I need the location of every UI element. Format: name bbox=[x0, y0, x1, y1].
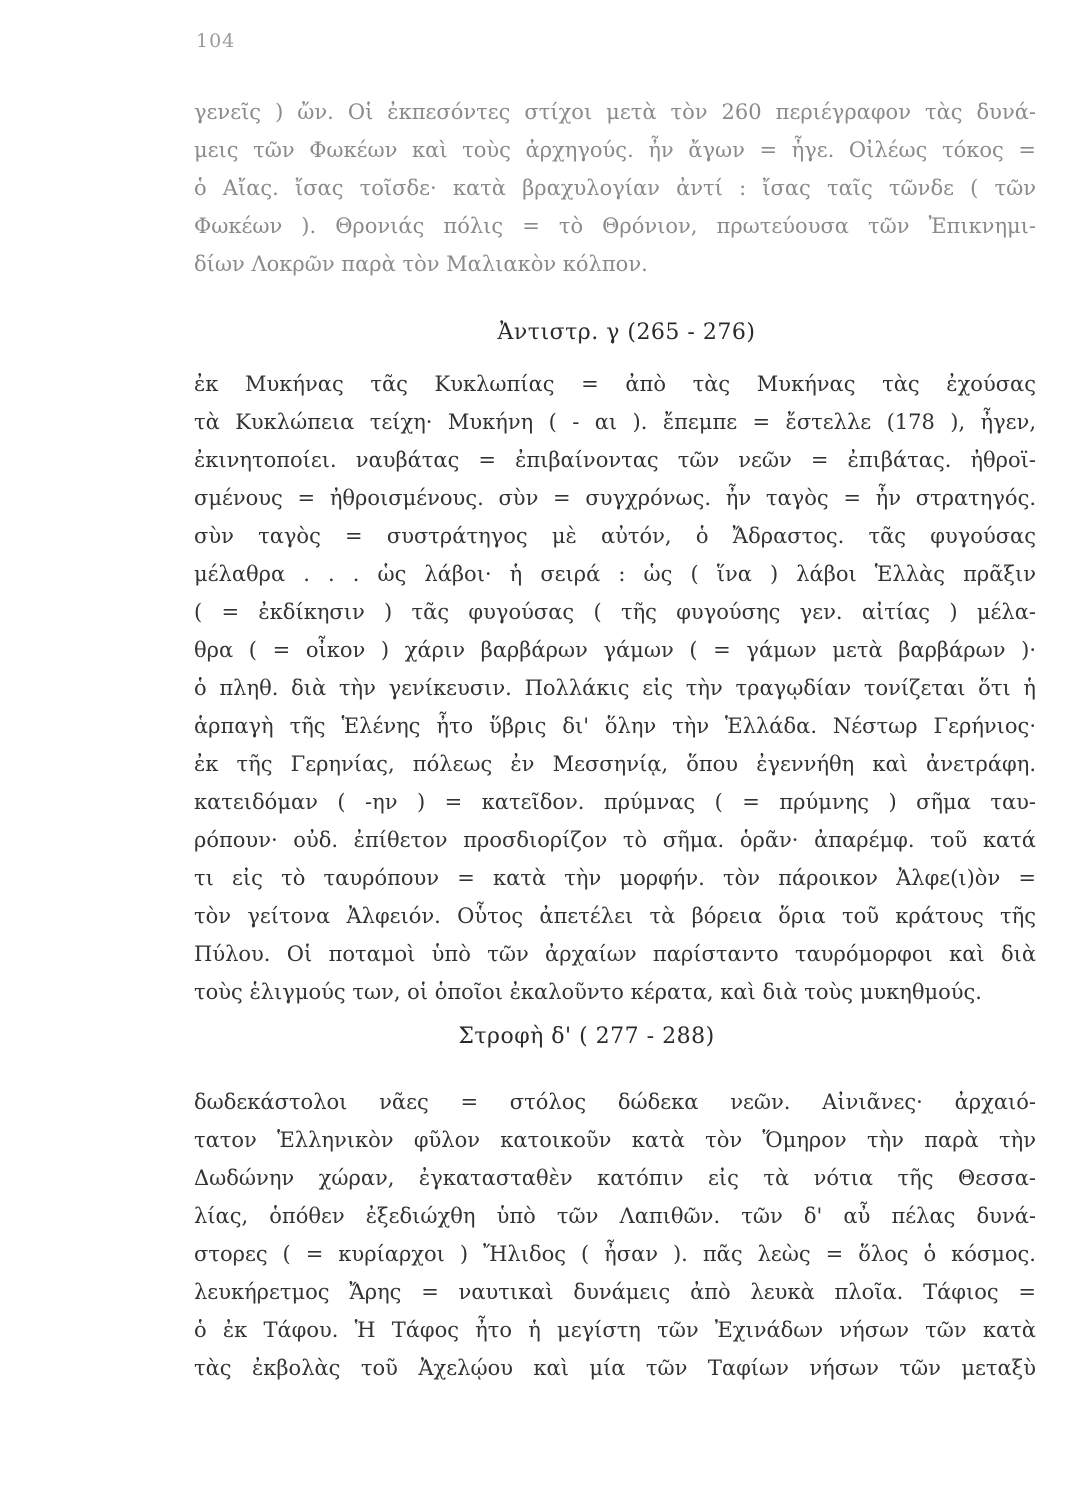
commentary-section-2 bbox=[194, 365, 1036, 1011]
section-heading-strophe: Στροφὴ δ' ( 277 - 288) bbox=[458, 1024, 715, 1049]
text-line: σὺν ταγὸς = συστράτηγος μὲ αὐτόν, ὁ Ἄδραστος. τᾶς φυγούσας bbox=[194, 524, 1036, 548]
text-line: Δωδώνην χώραν, ἐγκατασταθὲν κατόπιν εἰς τὰ νότια τῆς Θεσσα- bbox=[194, 1166, 1036, 1190]
text-line: ἐκινητοποίει. ναυβάτας = ἐπιβαίνοντας τῶν νεῶν = ἐπιβάτας. ἠθροϊ- bbox=[194, 448, 1036, 472]
text-line: τι εἰς τὸ ταυρόπουν = κατὰ τὴν μορφήν. τὸν πάροικον Ἀλφε(ι)ὸν = bbox=[194, 866, 1036, 890]
text-line: δωδεκάστολοι νᾶες = στόλος δώδεκα νεῶν. Αἰνιᾶνες· ἀρχαιό- bbox=[194, 1090, 1036, 1114]
text-line: τὸν γείτονα Ἀλφειόν. Οὗτος ἀπετέλει τὰ βόρεια ὅρια τοῦ κράτους τῆς bbox=[194, 904, 1036, 928]
text-line: ρόπουν· οὐδ. ἐπίθετον προσδιορίζον τὸ σῆμα. ὁρᾶν· ἀπαρέμφ. τοῦ κατά bbox=[194, 828, 1036, 852]
text-line: Πύλου. Οἱ ποταμοὶ ὑπὸ τῶν ἀρχαίων παρίσταντο ταυρόμορφοι καὶ διὰ bbox=[194, 942, 1036, 966]
text-line: θρα ( = οἶκον ) χάριν βαρβάρων γάμων ( = γάμων μετὰ βαρβάρων )· bbox=[194, 638, 1036, 662]
text-line: ἐκ Μυκήνας τᾶς Κυκλωπίας = ἀπὸ τὰς Μυκήνας τὰς ἐχούσας bbox=[194, 372, 1036, 396]
commentary-section-1 bbox=[194, 93, 1036, 283]
commentary-section-3 bbox=[194, 1083, 1036, 1387]
text-line: τοὺς ἑλιγμούς των, οἱ ὁποῖοι ἐκαλοῦντο κέρατα, καὶ διὰ τοὺς μυκηθμούς. bbox=[194, 980, 982, 1004]
text-line: στορες ( = κυρίαρχοι ) Ἤλιδος ( ἦσαν ). πᾶς λεὼς = ὅλος ὁ κόσμος. bbox=[194, 1242, 1036, 1266]
text-line: σμένους = ἠθροισμένους. σὺν = συγχρόνως. ἦν ταγὸς = ἦν στρατηγός. bbox=[194, 486, 1036, 510]
text-line: Φωκέων ). Θρονιάς πόλις = τὸ Θρόνιον, πρωτεύουσα τῶν Ἐπικνημι- bbox=[194, 214, 1036, 238]
text-line: λευκήρετμος Ἄρης = ναυτικαὶ δυνάμεις ἀπὸ λευκὰ πλοῖα. Τάφιος = bbox=[194, 1280, 1036, 1304]
text-line: τὰ Κυκλώπεια τείχη· Μυκήνη ( - αι ). ἔπεμπε = ἔστελλε (178 ), ἦγεν, bbox=[194, 410, 1036, 434]
section-heading-antistrophe: Ἀντιστρ. γ (265 - 276) bbox=[497, 320, 756, 345]
text-line: τατον Ἑλληνικὸν φῦλον κατοικοῦν κατὰ τὸν Ὅμηρον τὴν παρὰ τὴν bbox=[194, 1128, 1036, 1152]
text-line: ὁ Αἴας. ἴσας τοῖσδε· κατὰ βραχυλογίαν ἀντί : ἴσας ταῖς τῶνδε ( τῶν bbox=[194, 176, 1036, 200]
page-number: 104 bbox=[196, 30, 236, 52]
text-line: ὁ πληθ. διὰ τὴν γενίκευσιν. Πολλάκις εἰς τὴν τραγῳδίαν τονίζεται ὅτι ἡ bbox=[194, 676, 1036, 700]
text-line: μεις τῶν Φωκέων καὶ τοὺς ἀρχηγούς. ἦν ἄγων = ἦγε. Οἰλέως τόκος = bbox=[194, 138, 1036, 162]
text-line: μέλαθρα . . . ὡς λάβοι· ἡ σειρά : ὡς ( ἵνα ) λάβοι Ἑλλὰς πρᾶξιν bbox=[194, 562, 1036, 586]
text-line: γενεῖς ) ὤν. Οἱ ἐκπεσόντες στίχοι μετὰ τὸν 260 περιέγραφον τὰς δυνά- bbox=[194, 100, 1036, 124]
text-line: ἐκ τῆς Γερηνίας, πόλεως ἐν Μεσσηνίᾳ, ὅπου ἐγεννήθη καὶ ἀνετράφη. bbox=[194, 752, 1036, 776]
text-line: τὰς ἐκβολὰς τοῦ Ἀχελῴου καὶ μία τῶν Ταφίων νήσων τῶν μεταξὺ bbox=[194, 1356, 1036, 1380]
text-line: ἁρπαγὴ τῆς Ἑλένης ἦτο ὕβρις δι' ὅλην τὴν Ἑλλάδα. Νέστωρ Γερήνιος· bbox=[194, 714, 1036, 738]
text-line: δίων Λοκρῶν παρὰ τὸν Μαλιακὸν κόλπον. bbox=[194, 252, 648, 276]
text-line: κατειδόμαν ( -ην ) = κατεῖδον. πρύμνας ( = πρύμνης ) σῆμα ταυ- bbox=[194, 790, 1036, 814]
text-line: ( = ἐκδίκησιν ) τᾶς φυγούσας ( τῆς φυγούσης γεν. αἰτίας ) μέλα- bbox=[194, 600, 1036, 624]
text-line: λίας, ὁπόθεν ἐξεδιώχθη ὑπὸ τῶν Λαπιθῶν. τῶν δ' αὖ πέλας δυνά- bbox=[194, 1204, 1036, 1228]
text-line: ὁ ἐκ Τάφου. Ἡ Τάφος ἦτο ἡ μεγίστη τῶν Ἐχινάδων νήσων τῶν κατὰ bbox=[194, 1318, 1036, 1342]
